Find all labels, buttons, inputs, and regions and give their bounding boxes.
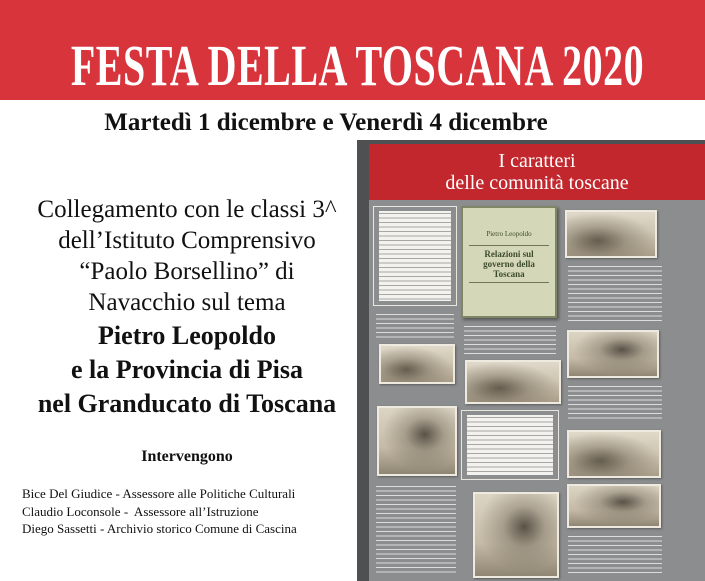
topic-line: Pietro Leopoldo	[98, 321, 276, 350]
speakers-list	[22, 485, 352, 538]
book-author: Pietro Leopoldo	[486, 230, 532, 238]
speaker-line: Diego Sassetti - Archivio storico Comune di Cascina	[22, 521, 297, 536]
intro-line: “Paolo Borsellino” di	[79, 258, 295, 285]
book-title: Relazioni sul governo della Toscana	[469, 245, 549, 283]
festival-title-wrapper	[0, 32, 705, 98]
speakers-heading: Intervengono	[141, 448, 233, 465]
panel-background	[369, 144, 705, 581]
engraving-print	[377, 406, 457, 476]
panel-header	[369, 144, 705, 200]
engraving-print	[465, 360, 561, 404]
panel-caption	[565, 264, 665, 324]
topic-line: nel Granducato di Toscana	[37, 389, 337, 418]
engraving-print	[567, 484, 661, 528]
intro-line: Navacchio sul tema	[88, 289, 286, 316]
engraving-print	[473, 492, 559, 578]
engraving-print	[567, 430, 661, 478]
panel-header-line: delle comunità toscane	[445, 172, 629, 194]
panel-text-block	[461, 410, 559, 480]
speaker-line: Bice Del Giudice - Assessore alle Politiche Culturali	[22, 486, 296, 501]
topic-line: e la Provincia di Pisa	[70, 355, 304, 384]
panel-text-block	[373, 206, 457, 306]
title-banner	[0, 0, 705, 100]
panel-caption	[565, 534, 665, 576]
speaker-line: Claudio Loconsole - Assessore all’Istruzione	[22, 503, 259, 519]
panel-caption	[565, 384, 665, 422]
engraving-print	[565, 210, 657, 258]
intro-line: Collegamento con le classi 3^	[37, 196, 337, 223]
festival-title: FESTA DELLA TOSCANA 2020	[70, 32, 645, 98]
intro-text	[0, 194, 374, 318]
panel-caption	[373, 312, 457, 340]
exhibition-panel-photo	[357, 140, 705, 581]
topic-title	[0, 319, 374, 421]
engraving-print	[379, 344, 455, 384]
book-cover	[461, 206, 557, 318]
panel-header-line: I caratteri	[498, 150, 576, 172]
panel-caption	[461, 324, 559, 356]
panel-caption	[373, 484, 459, 578]
engraving-print	[567, 330, 659, 378]
intro-line: dell’Istituto Comprensivo	[58, 227, 316, 254]
event-dates: Martedì 1 dicembre e Venerdì 4 dicembre	[104, 109, 548, 136]
